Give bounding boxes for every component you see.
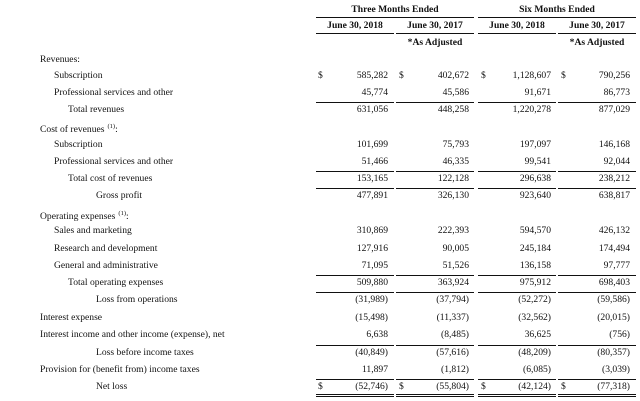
table-cell: (52,272): [518, 294, 551, 305]
total-double-rule: [396, 396, 474, 397]
table-cell: 174,494: [598, 243, 630, 254]
table-cell: 11,897: [361, 364, 388, 375]
table-cell: 46,335: [442, 156, 469, 167]
table-cell: (20,015): [597, 312, 630, 323]
table-cell: (756): [609, 329, 630, 340]
table-cell: 146,168: [598, 139, 630, 150]
subtotal-rule: [316, 275, 394, 276]
subtotal-rule: [478, 275, 556, 276]
table-cell: 245,184: [519, 243, 551, 254]
subtotal-rule: [558, 188, 636, 189]
table-cell: 86,773: [603, 87, 630, 98]
table-cell: 127,916: [356, 243, 388, 254]
table-cell: 92,044: [603, 156, 630, 167]
table-cell: 631,056: [356, 104, 388, 115]
column-header-june-2018-three: June 30, 2018: [327, 20, 383, 31]
row-label: Operating expenses $^{(1)}$:: [40, 210, 129, 222]
subtotal-rule: [558, 102, 636, 103]
table-cell: 6,638: [366, 329, 388, 340]
dollar-sign: $: [561, 70, 566, 81]
subtotal-rule: [478, 292, 556, 293]
row-label: Professional services and other: [54, 87, 174, 98]
column-header-june-2018-six: June 30, 2018: [489, 20, 545, 31]
footnote-marker: (1): [118, 210, 126, 217]
dollar-sign: $: [399, 70, 404, 81]
row-label: Research and development: [54, 243, 158, 254]
column-header-june-2017-six: June 30, 2017: [569, 20, 625, 31]
row-label: Loss before income taxes: [96, 347, 194, 358]
subtotal-rule: [478, 171, 556, 172]
table-cell: 585,282: [356, 70, 388, 81]
table-cell: (6,085): [523, 364, 551, 375]
table-cell: (37,794): [436, 294, 469, 305]
table-cell: 975,912: [519, 277, 551, 288]
subtotal-rule: [316, 292, 394, 293]
as-adjusted-note-three: *As Adjusted: [407, 37, 463, 48]
table-cell: 197,097: [519, 139, 551, 150]
row-label: Interest expense: [40, 312, 103, 323]
table-cell: (32,562): [518, 312, 551, 323]
table-cell: 222,393: [437, 225, 469, 236]
table-cell: 153,165: [356, 173, 388, 184]
subtotal-rule: [396, 171, 474, 172]
table-cell: 36,625: [524, 329, 551, 340]
table-cell: 1,220,278: [512, 104, 551, 115]
table-cell: 51,466: [361, 156, 388, 167]
table-cell: 363,924: [437, 277, 469, 288]
subtotal-rule: [558, 292, 636, 293]
table-cell: (59,586): [597, 294, 630, 305]
table-cell: 1,128,607: [512, 70, 551, 81]
table-cell: 448,258: [437, 104, 469, 115]
total-double-rule: [396, 394, 474, 395]
subtotal-rule: [396, 188, 474, 189]
table-cell: (31,989): [355, 294, 388, 305]
table-cell: (77,318): [597, 381, 630, 392]
column-rule: [478, 33, 556, 34]
table-cell: 101,699: [356, 139, 388, 150]
table-cell: 426,132: [598, 225, 630, 236]
row-label: Gross profit: [96, 190, 143, 201]
subtotal-rule: [558, 275, 636, 276]
table-cell: (52,746): [355, 381, 388, 392]
subtotal-rule: [478, 345, 556, 346]
table-cell: 877,029: [598, 104, 630, 115]
header-six-months: Six Months Ended: [519, 4, 595, 15]
header-three-months: Three Months Ended: [351, 4, 439, 15]
subtotal-rule: [478, 379, 556, 380]
row-label: Net loss: [96, 381, 128, 392]
table-cell: (57,616): [436, 347, 469, 358]
total-double-rule: [558, 396, 636, 397]
dollar-sign: $: [318, 381, 323, 392]
row-label: Total cost of revenues: [68, 173, 153, 184]
subtotal-rule: [558, 345, 636, 346]
subtotal-rule: [396, 345, 474, 346]
table-cell: 45,774: [361, 87, 388, 98]
table-cell: 91,671: [524, 87, 551, 98]
subtotal-rule: [478, 102, 556, 103]
table-cell: 122,128: [437, 173, 469, 184]
subtotal-rule: [316, 188, 394, 189]
column-rule: [316, 33, 394, 34]
table-cell: 296,638: [519, 173, 551, 184]
subtotal-rule: [396, 275, 474, 276]
table-cell: (40,849): [355, 347, 388, 358]
table-cell: 790,256: [598, 70, 630, 81]
table-cell: (80,357): [597, 347, 630, 358]
subtotal-rule: [316, 379, 394, 380]
row-label: Sales and marketing: [54, 225, 132, 236]
header-rule: [316, 17, 474, 18]
dollar-sign: $: [318, 70, 323, 81]
table-cell: (11,337): [436, 312, 469, 323]
table-cell: 136,158: [519, 260, 551, 271]
table-cell: 45,586: [442, 87, 469, 98]
table-cell: (8,485): [441, 329, 469, 340]
dollar-sign: $: [561, 381, 566, 392]
subtotal-rule: [396, 379, 474, 380]
subtotal-rule: [316, 102, 394, 103]
label-suffix: :: [126, 211, 129, 222]
row-label: Total operating expenses: [68, 277, 164, 288]
subtotal-rule: [478, 188, 556, 189]
table-cell: 75,793: [442, 139, 469, 150]
subtotal-rule: [316, 171, 394, 172]
label-suffix: :: [115, 124, 118, 135]
dollar-sign: $: [481, 381, 486, 392]
total-double-rule: [316, 394, 394, 395]
row-label: Provision for (benefit from) income taxes: [40, 364, 200, 375]
row-label: General and administrative: [54, 260, 158, 271]
table-cell: 638,817: [598, 190, 630, 201]
table-cell: 594,570: [519, 225, 551, 236]
row-label: Interest income and other income (expense), net: [40, 329, 225, 340]
table-cell: (15,498): [355, 312, 388, 323]
row-label: Subscription: [54, 139, 103, 150]
total-double-rule: [316, 396, 394, 397]
table-cell: (1,812): [441, 364, 469, 375]
dollar-sign: $: [481, 70, 486, 81]
row-label: Total revenues: [68, 104, 125, 115]
subtotal-rule: [558, 171, 636, 172]
dollar-sign: $: [399, 381, 404, 392]
table-cell: 71,095: [361, 260, 388, 271]
row-label: Cost of revenues $^{(1)}$:: [40, 123, 118, 135]
table-cell: 310,869: [356, 225, 388, 236]
table-cell: 402,672: [437, 70, 469, 81]
as-adjusted-note-six: *As Adjusted: [569, 37, 625, 48]
subtotal-rule: [396, 102, 474, 103]
table-cell: (3,039): [602, 364, 630, 375]
table-cell: 509,880: [356, 277, 388, 288]
table-cell: (42,124): [518, 381, 551, 392]
subtotal-rule: [396, 292, 474, 293]
table-cell: 99,541: [524, 156, 551, 167]
row-label: Revenues:: [40, 54, 80, 65]
table-cell: (48,209): [518, 347, 551, 358]
column-rule: [558, 33, 636, 34]
total-double-rule: [478, 396, 556, 397]
footnote-marker: (1): [107, 123, 116, 130]
column-header-june-2017-three: June 30, 2017: [407, 20, 463, 31]
total-double-rule: [558, 394, 636, 395]
subtotal-rule: [558, 379, 636, 380]
subtotal-rule: [316, 345, 394, 346]
table-cell: 923,640: [519, 190, 551, 201]
table-cell: 90,005: [442, 243, 469, 254]
table-cell: 477,891: [356, 190, 388, 201]
table-cell: (55,804): [436, 381, 469, 392]
table-cell: 238,212: [598, 173, 630, 184]
row-label: Professional services and other: [54, 156, 174, 167]
header-rule: [478, 17, 636, 18]
total-double-rule: [478, 394, 556, 395]
column-rule: [396, 33, 474, 34]
row-label: Loss from operations: [96, 294, 178, 305]
table-cell: 698,403: [598, 277, 630, 288]
table-cell: 326,130: [437, 190, 469, 201]
row-label: Subscription: [54, 70, 103, 81]
table-cell: 97,777: [603, 260, 630, 271]
table-cell: 51,526: [442, 260, 469, 271]
